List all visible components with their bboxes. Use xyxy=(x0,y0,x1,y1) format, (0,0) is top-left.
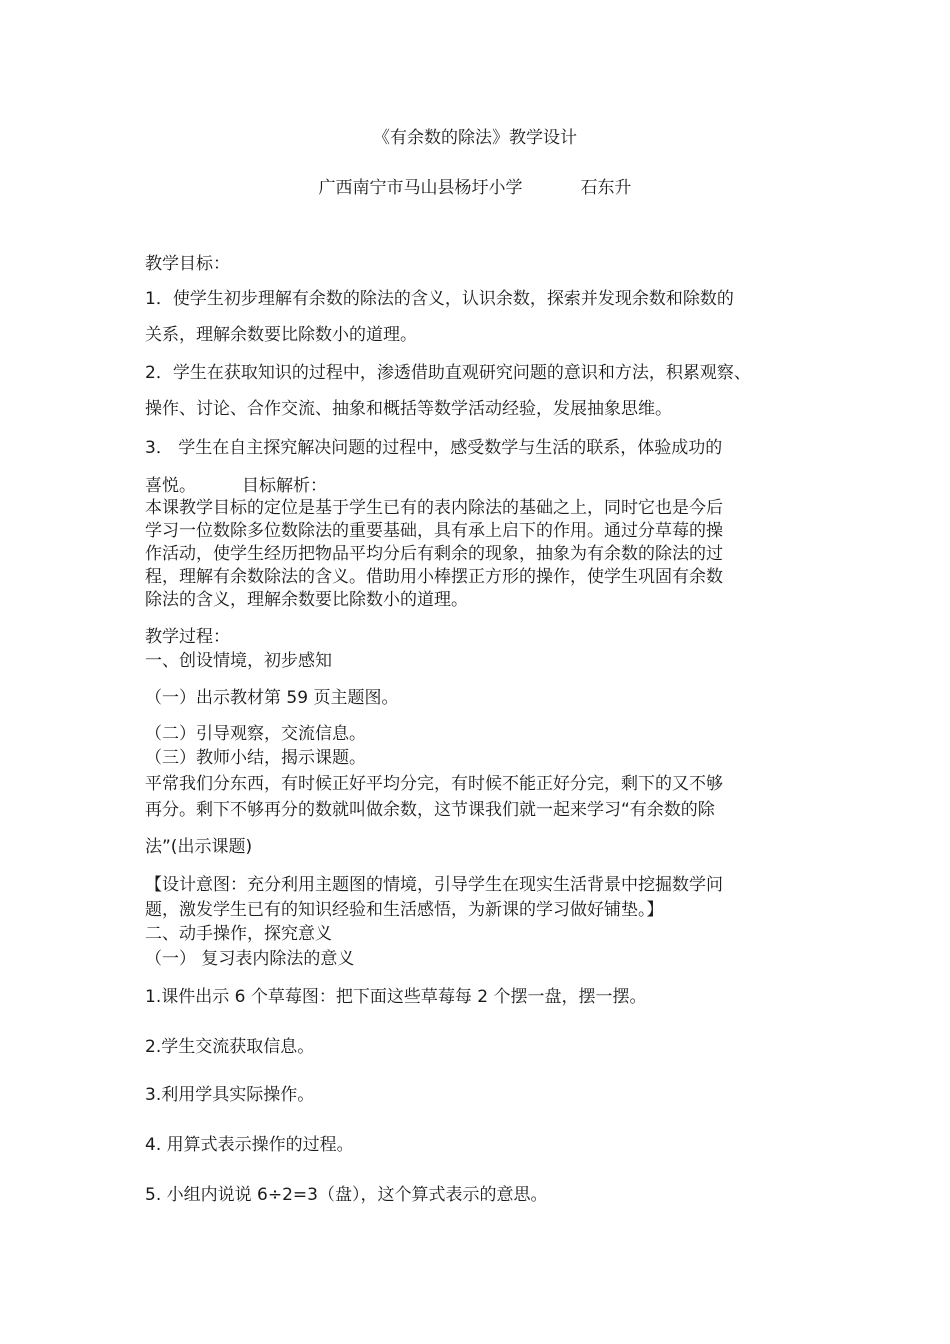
analysis-line: 本课教学目标的定位是基于学生已有的表内除法的基础之上，同时它也是今后 xyxy=(145,498,723,518)
objective-1-line2: 关系，理解余数要比除数小的道理。 xyxy=(145,325,417,345)
intro-paragraph-line1: 平常我们分东西，有时候正好平均分完，有时候不能正好分完，剩下的又不够 xyxy=(145,774,723,794)
intro-paragraph-line2: 再分。剩下不够再分的数就叫做余数，这节课我们就一起来学习“有余数的除 xyxy=(145,800,715,820)
section-2-item-1: （一） 复习表内除法的意义 xyxy=(145,949,355,969)
step-3: 3.利用学具实际操作。 xyxy=(145,1085,315,1105)
objective-3-end: 喜悦。 xyxy=(145,476,196,496)
objective-3-line1: 3． 学生在自主探究解决问题的过程中，感受数学与生活的联系，体验成功的 xyxy=(145,438,723,458)
intro-paragraph-line3: 法”(出示课题) xyxy=(145,837,253,857)
section-1-heading: 一、创设情境，初步感知 xyxy=(145,651,332,671)
step-4: 4. 用算式表示操作的过程。 xyxy=(145,1135,354,1155)
design-intent-line1: 【设计意图：充分利用主题图的情境，引导学生在现实生活背景中挖掘数学问 xyxy=(145,875,723,895)
section-1-item-2: （二）引导观察，交流信息。 xyxy=(145,724,366,744)
step-2: 2.学生交流获取信息。 xyxy=(145,1037,315,1057)
analysis-line: 除法的含义，理解余数要比除数小的道理。 xyxy=(145,590,468,610)
step-1: 1.课件出示 6 个草莓图：把下面这些草莓每 2 个摆一盘，摆一摆。 xyxy=(145,987,647,1007)
section-2-heading: 二、动手操作，探究意义 xyxy=(145,924,332,944)
section-1-item-1: （一）出示教材第 59 页主题图。 xyxy=(145,688,399,708)
objective-3-line2 xyxy=(145,475,327,497)
objective-2-line1: 2．学生在获取知识的过程中，渗透借助直观研究问题的意识和方法，积累观察、 xyxy=(145,363,751,383)
step-5: 5. 小组内说说 6÷2=3（盘），这个算式表示的意思。 xyxy=(145,1185,548,1205)
process-heading: 教学过程： xyxy=(145,627,230,647)
objective-2-line2: 操作、讨论、合作交流、抽象和概括等数学活动经验，发展抽象思维。 xyxy=(145,399,672,419)
analysis-line: 程，理解有余数除法的含义。借助用小棒摆正方形的操作，使学生巩固有余数 xyxy=(145,567,723,587)
document-title: 《有余数的除法》教学设计 xyxy=(373,128,577,148)
author-line xyxy=(0,177,950,199)
section-1-item-3: （三）教师小结，揭示课题。 xyxy=(145,748,366,768)
author-name: 石东升 xyxy=(580,178,632,198)
objectives-heading: 教学目标： xyxy=(145,254,230,274)
analysis-line: 学习一位数除多位数除法的重要基础，具有承上启下的作用。通过分草莓的操 xyxy=(145,521,723,541)
design-intent-line2: 题，激发学生已有的知识经验和生活感悟，为新课的学习做好铺垫。】 xyxy=(145,900,664,920)
analysis-heading: 目标解析： xyxy=(242,476,327,496)
objective-1-line1: 1．使学生初步理解有余数的除法的含义，认识余数，探索并发现余数和除数的 xyxy=(145,289,734,309)
author-school: 广西南宁市马山县杨圩小学 xyxy=(318,178,523,198)
analysis-line: 作活动，使学生经历把物品平均分后有剩余的现象，抽象为有余数的除法的过 xyxy=(145,544,723,564)
